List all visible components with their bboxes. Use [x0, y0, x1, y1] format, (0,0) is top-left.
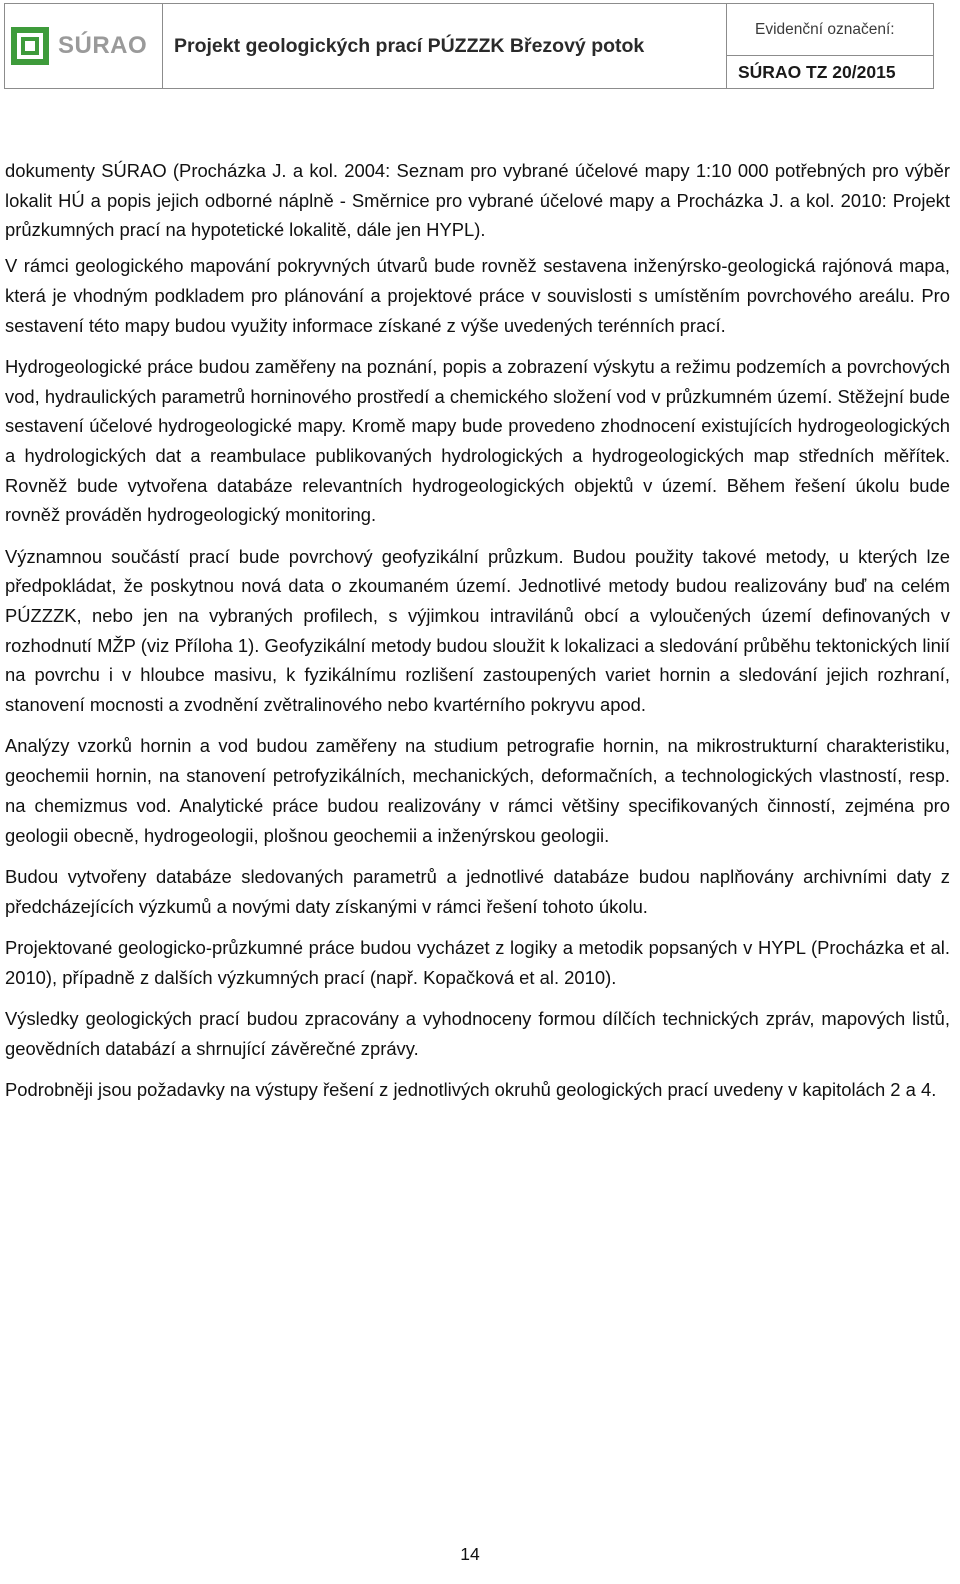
page-number: 14 [460, 1544, 480, 1564]
paragraph: V rámci geologického mapování pokryvných útvarů bude rovněž sestavena inženýrsko-geologická rajónová mapa, která je vhodným podkladem pro plánování a projektové práce v souvislosti s umístěním povrchového areálu. Pro sestavení této mapy budou využity informace získané z výše uvedených terénních prací. [5, 255, 950, 336]
document-title: Projekt geologických prací PÚZZZK Březový potok [163, 4, 727, 88]
paragraph: Projektované geologicko-průzkumné práce budou vycházet z logiky a metodik popsaných v HYPL (Procházka et al. 2010), případně z dalších výzkumných prací (např. Kopačková et al. 2010). [5, 936, 950, 988]
document-id-cell [727, 4, 933, 88]
logo-wordmark: SÚRAO [58, 32, 148, 59]
paragraph: Významnou součástí prací bude povrchový geofyzikální průzkum. Budou použity takové metody, u kterých lze předpokládat, že poskytnou nová data o zkoumaném území. Jednotlivé metody budou realizovány buď na celém PÚZZZK, nebo jen na vybraných profilech, s výjimkou intravilánů obcí a vyloučených území definovaných v rozhodnutí MŽP (viz Příloha 1). Geofyzikální metody budou sloužit k lokalizaci a sledování průběhu tektonických linií na povrchu i v hloubce masivu, k fyzikálnímu rozlišení zastoupených variet hornin a sledování jejich rozhraní, stanovení mocnosti a zvodnění zvětralinového nebo kvartérního pokryvu apod. [5, 545, 950, 716]
document-id-label: Evidenční označení: [727, 4, 933, 56]
body-text [5, 156, 950, 1116]
page-header [4, 3, 934, 89]
paragraph: dokumenty SÚRAO (Procházka J. a kol. 2004: Seznam pro vybrané účelové mapy 1:10 000 potřebných pro výběr lokalit HÚ a popis jejich odborné náplně - Směrnice pro vybrané účelové mapy a Procházka J. a kol. 2010: Projekt průzkumných prací na hypotetické lokalitě, dále jen HYPL). [5, 160, 950, 241]
paragraph: Budou vytvořeny databáze sledovaných parametrů a jednotlivé databáze budou naplňovány archivními daty z předcházejících výzkumů a novými daty získanými v rámci řešení tohoto úkolu. [5, 865, 950, 917]
paragraph: Analýzy vzorků hornin a vod budou zaměřeny na studium petrografie hornin, na mikrostrukturní charakteristiku, geochemii hornin, na stanovení petrofyzikálních, mechanických, deformačních, a technologických vlastností, resp. na chemizmus vod. Analytické práce budou realizovány v rámci většiny specifikovaných činností, zejména pro geologii obecně, hydrogeologii, plošnou geochemii a inženýrskou geologii. [5, 735, 950, 846]
paragraph: Podrobněji jsou požadavky na výstupy řešení z jednotlivých okruhů geologických prací uvedeny v kapitolách 2 a 4. [5, 1078, 937, 1100]
paragraph: Hydrogeologické práce budou zaměřeny na poznání, popis a zobrazení výskytu a režimu podzemích a povrchových vod, hydraulických parametrů horninového prostředí a chemického složení vod v průzkumném území. Stěžejní bude sestavení účelové hydrogeologické mapy. Kromě mapy bude provedeno zhodnocení existujících hydrogeologických a hydrologických dat a reambulace publikovaných hydrologických a hydrogeologických map středních měřítek. Rovněž bude vytvořena databáze relevantních hydrogeologických objektů v území. Během řešení úkolu bude rovněž prováděn hydrogeologický monitoring. [5, 355, 950, 526]
document-id-value: SÚRAO TZ 20/2015 [738, 61, 896, 82]
header-logo-cell [5, 4, 163, 88]
paragraph: Výsledky geologických prací budou zpracovány a vyhodnoceny formou dílčích technických zpráv, mapových listů, geovědních databází a shrnující závěrečné zprávy. [5, 1007, 950, 1059]
surao-logo-icon [11, 27, 49, 65]
